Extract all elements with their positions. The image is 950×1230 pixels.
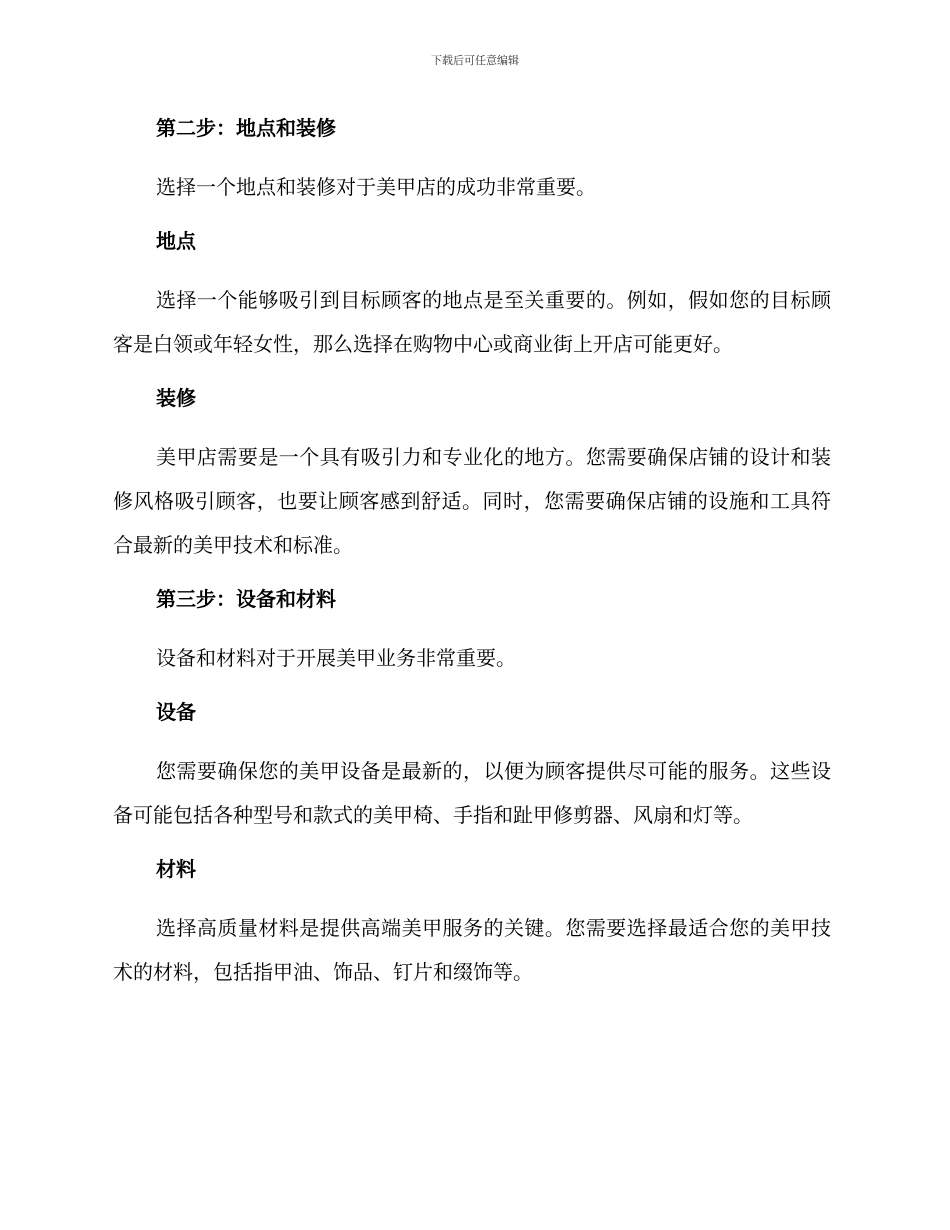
section-heading: 装修	[156, 386, 196, 410]
section-heading: 第二步：地点和装修	[156, 116, 336, 140]
section-heading: 地点	[156, 229, 196, 253]
section-heading: 设备	[156, 700, 196, 724]
document-body	[113, 108, 831, 1006]
paragraph: 设备和材料对于开展美甲业务非常重要。	[156, 646, 516, 670]
paragraph: 选择一个能够吸引到目标顾客的地点是至关重要的。例如，假如您的目标顾客是白领或年轻女性，那么选择在购物中心或商业街上开店可能更好。	[113, 288, 831, 356]
paragraph: 您需要确保您的美甲设备是最新的，以便为顾客提供尽可能的服务。这些设备可能包括各种型号和款式的美甲椅、手指和趾甲修剪器、风扇和灯等。	[113, 759, 831, 827]
page-header: 下载后可任意编辑	[431, 54, 519, 67]
paragraph: 美甲店需要是一个具有吸引力和专业化的地方。您需要确保店铺的设计和装修风格吸引顾客，也要让顾客感到舒适。同时，您需要确保店铺的设施和工具符合最新的美甲技术和标准。	[113, 445, 831, 557]
section-heading: 材料	[156, 857, 196, 881]
paragraph: 选择高质量材料是提供高端美甲服务的关键。您需要选择最适合您的美甲技术的材料，包括指甲油、饰品、钉片和缀饰等。	[113, 916, 831, 984]
section-heading: 第三步：设备和材料	[156, 587, 336, 611]
paragraph: 选择一个地点和装修对于美甲店的成功非常重要。	[156, 175, 596, 199]
